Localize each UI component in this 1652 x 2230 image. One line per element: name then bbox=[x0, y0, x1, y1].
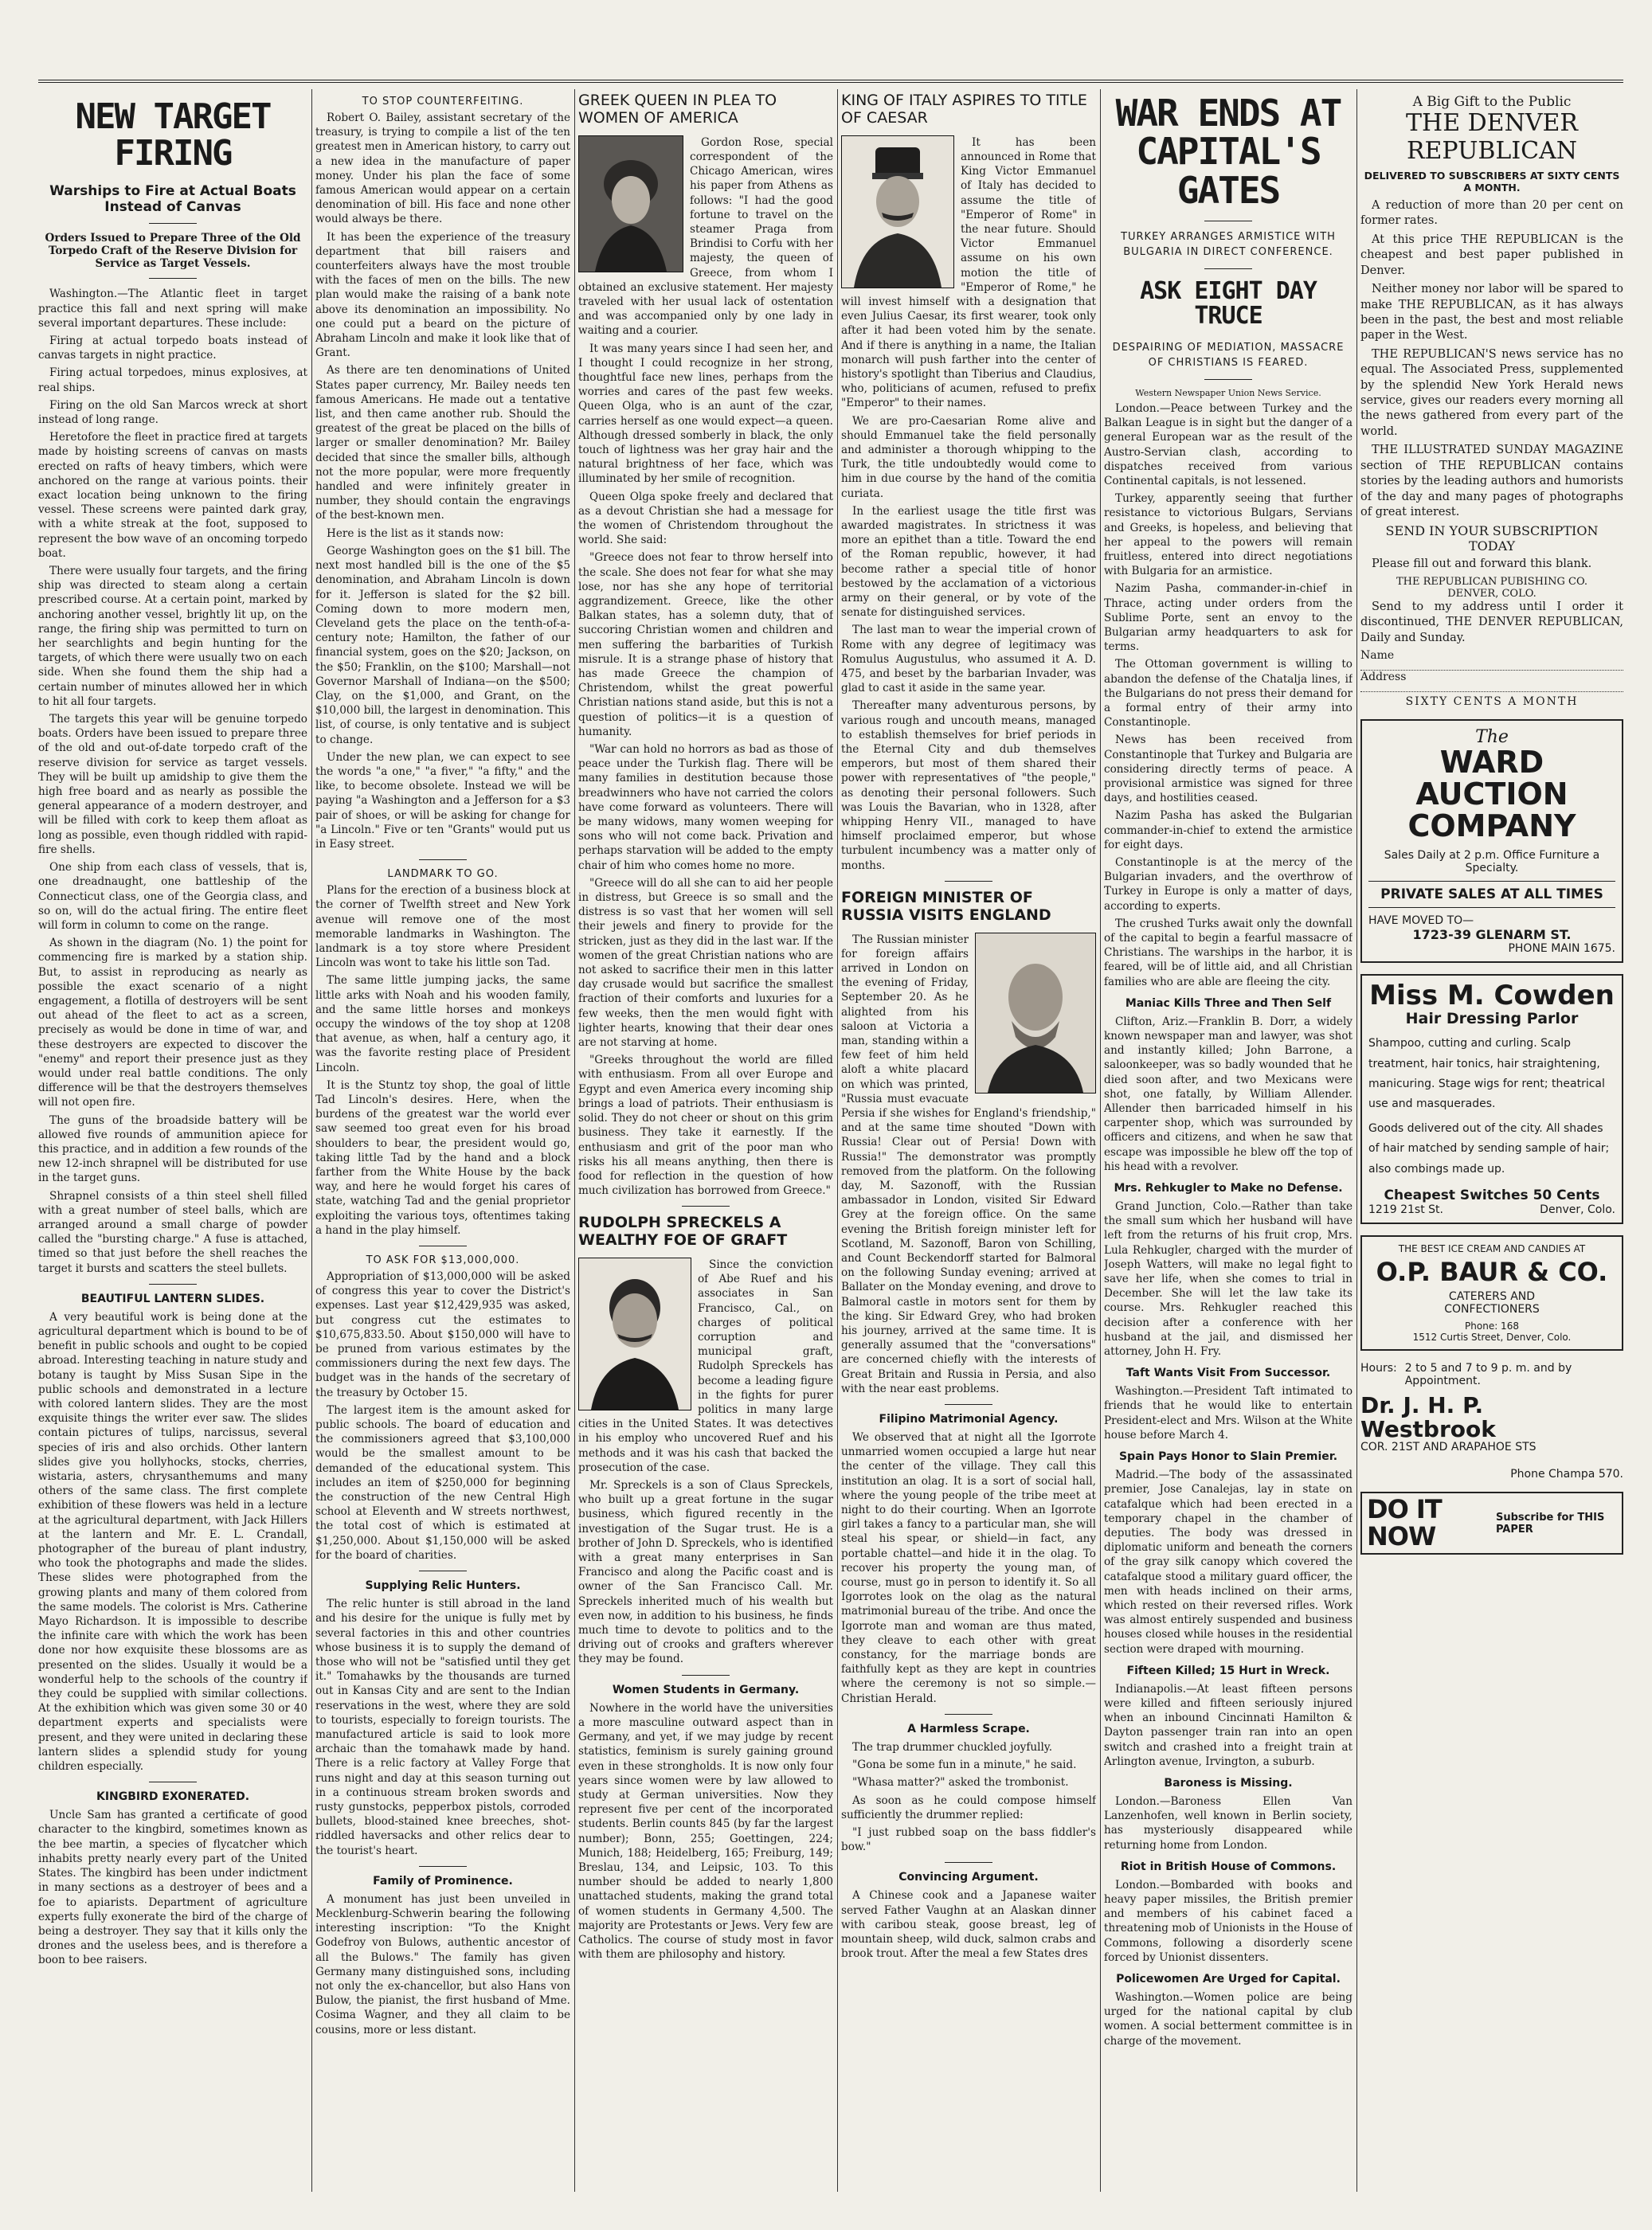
column-1 bbox=[38, 89, 307, 2200]
portrait-king-svg bbox=[842, 136, 953, 288]
ad-paper-name: THE DENVER REPUBLICAN bbox=[1406, 109, 1578, 165]
deck-despairing-mediation: DESPAIRING OF MEDIATION, MASSACRE OF CHRISTIANS IS FEARED. bbox=[1112, 341, 1345, 370]
article-paragraph: Heretofore the fleet in practice fired at targets made by hoisting screens of canvas on masts erected on rafts of heavy timbers, which were anchored on the range at various points. their exact location being unknown to the firing vessel. These screens were painted dark gray, with a white streak at the foot, supposed to represent the bow wave of an oncoming torpedo boat. bbox=[38, 431, 307, 560]
hours-text: 2 to 5 and 7 to 9 p. m. and by Appointment. bbox=[1404, 1362, 1572, 1388]
baur-caterers: CATERERS AND bbox=[1448, 1290, 1536, 1304]
headline-harmless-scrape: A Harmless Scrape. bbox=[907, 1722, 1030, 1735]
headline-maniac: Maniac Kills Three and Then Self bbox=[1125, 996, 1332, 1010]
article-paragraph: "Greece will do all she can to aid her people in distress, but Greece is so small and the distress is so vast that her women will sell their jewels and finery to provide for the stricken, just as they did in the last war. If the women of the great Christian nations who are not asked to sacrifice their men in this latter day crusade would but sacrifice the smallest fraction of their comforts and luxuries for a few weeks, then the men would fight with lighter hearts, knowing that their dear ones are not starving at home. bbox=[578, 876, 833, 1050]
article-paragraph: A very beautiful work is being done at the agricultural department which is bound to be of benefit in public schools and ought to be copied abroad. Interesting teaching in nature study and botany is taught by Miss Susan Sipe in the public schools and demonstrated in a lecture with colored lantern slides. They are the most exquisite things the writer ever saw. The slides contain pictures of tulips, narcissus, several species of iris and also orchids. Other lantern slides give you hollyhocks, stocks, cherries, wistaria, asters, chrysanthemums and many others of the same class. The first complete exhibition of these flowers was held in a lecture at the agricultural department, with Jack Hillers at the lantern and Mr. E. L. Crandall, photographer of the bureau of plant industry, who took the photographs and made the slides. These slides were photographed from the growing plants and many of them colored from the same models. The colorist is Mrs. Catherine Mayo Richardson. It is impossible to describe the infinite care with which the work has been done nor how exquisite these blossoms are as presented on the slides. Usually it would be a wonderful help to the schools of the country if they could be supplied with similar collections. At the exhibition which was given some 30 or 40 department experts and specialists were present, and they were united in declaring these lantern slides a splendid study for young children especially. bbox=[38, 1310, 307, 1774]
headline-baroness: Baroness is Missing. bbox=[1164, 1776, 1293, 1790]
ad-month-line: SIXTY CENTS A MONTH bbox=[1405, 695, 1579, 709]
ad-send-in: SEND IN YOUR SUBSCRIPTION TODAY bbox=[1385, 523, 1599, 554]
cowden-text: Shampoo, cutting and curling. Scalp treatment, hair tonics, hair straightening, manicuring. Stage wigs for rent; theatrical use and masquerades. bbox=[1368, 1037, 1605, 1111]
article-paragraph: One ship from each class of vessels, that is, one dreadnaught, one battleship of the Connecticut class, one of the Georgia class, and so on, will do the actual firing. The entire fleet will form in column to come on the range. bbox=[38, 861, 307, 932]
ward-daily: Sales Daily at 2 p.m. Office Furniture a Specialty. bbox=[1384, 848, 1600, 874]
cowden-ad bbox=[1360, 974, 1623, 1224]
baur-ad bbox=[1360, 1235, 1623, 1352]
article-paragraph: "Greece does not fear to throw herself into the scale. She does not fear for what she may lose, nor has she any hope of territorial aggrandizement. Greece, like the other Balkan states, has a solemn duty, that of succoring Christian women and children and men suffering the barbarities of Turkish misrule. It is a strange phase of history that has made Greece the champion of Christendom, whilst the great powerful Christian nations stand aside, but this is not a question of politics—it is a question of humanity. bbox=[578, 551, 833, 738]
cowden-switches: Cheapest Switches 50 Cents bbox=[1384, 1187, 1600, 1203]
divider bbox=[945, 881, 992, 882]
article-paragraph: London.—Peace between Turkey and the Balkan League is in sight but the danger of a general European war as the result of the Austro-Servian clash, according to dispatches received from various Continental capitals, is not lessened. bbox=[1104, 401, 1353, 487]
ward-address: 1723-39 GLENARM ST. bbox=[1412, 926, 1572, 942]
column-divider bbox=[1100, 89, 1101, 2192]
divider bbox=[945, 1714, 992, 1715]
article-paragraph: It is the Stuntz toy shop, the goal of little Tad Lincoln's desires. Here, when the burdens of the greatest war the world ever saw seemed too great even for his broad shoulders to bear, the president would go, taking little Tad by the hand and a block farther from the White House by the back way, and here he would forget his cares of state, watching Tad and the genial proprietor exploiting the various toys, oftentimes taking a hand in the play himself. bbox=[315, 1078, 570, 1237]
article-paragraph: The largest item is the amount asked for public schools. The board of education and the commissioners agreed that $3,100,000 would be the smallest amount to be demanded of the educational system. This includes an item of $250,000 for beginning the construction of the new Central High school at Eleventh and W streets northwest, the total cost of which is estimated at $1,250,000. About $1,150,000 will be asked for the board of charities. bbox=[315, 1403, 570, 1562]
headline-lantern-slides: BEAUTIFUL LANTERN SLIDES. bbox=[80, 1292, 265, 1305]
divider bbox=[419, 1866, 467, 1867]
article-paragraph: We are pro-Caesarian Rome alive and should Emmanuel take the field personally and administer a thorough whipping to the Turk, the title undoubtedly would come to him in due course by the hand of the comitia curiata. bbox=[841, 414, 1096, 500]
baur-address: 1512 Curtis Street, Denver, Colo. bbox=[1412, 1332, 1572, 1344]
headline-landmark: LANDMARK TO GO. bbox=[387, 868, 499, 881]
headline-war-ends: WAR ENDS AT CAPITAL'S GATES bbox=[1115, 92, 1341, 212]
article-paragraph: Under the new plan, we can expect to see the words "a one," "a fiver," "a fifty," and the like, to become obsolete. Instead we will be paying "a Washington and a Jefferson for a $3 pair of shoes, or will be asking for change for "a Lincoln." Five or ten "Grants" would put us in Easy street. bbox=[315, 750, 570, 851]
cowden-sub: Hair Dressing Parlor bbox=[1405, 1010, 1579, 1028]
portrait-queen-svg bbox=[579, 136, 683, 272]
headline-taft: Taft Wants Visit From Successor. bbox=[1125, 1367, 1331, 1380]
column-4 bbox=[841, 89, 1096, 2200]
article-paragraph: The guns of the broadside battery will be allowed five rounds of ammunition apiece for this practice, and in addition a few rounds of the new 12-inch shrapnel will be distributed for use in the target guns. bbox=[38, 1113, 307, 1185]
address-field[interactable] bbox=[1360, 671, 1623, 692]
article-paragraph: It was many years since I had seen her, and I thought I could recognize in her strong, thoughtful face new lines, perhaps from the worries and cares of the past few weeks. Queen Olga, who is an aunt of the czar, carries herself as one would expect—a queen. Although dressed somberly in black, the only touch of lightness was her gray hair and the natural brightness of her face, which was illuminated by her smile of recognition. bbox=[578, 342, 833, 486]
article-paragraph: News has been received from Constantinople that Turkey and Bulgaria are considering directly terms of peace. A provisional armistice was signed for three days, and hostilities ceased. bbox=[1104, 734, 1353, 805]
article-paragraph: Gordon Rose, special correspondent of the Chicago American, wires his paper from Athens as follows: "I had the good fortune to travel on the steamer Praga from Brindisi to Corfu with her majesty, the queen of Greece, from whom I obtained an exclusive statement. Her majesty traveled with her usual lack of ostentation and was accompanied only by one lady in waiting and a courier. bbox=[578, 135, 833, 338]
headline-riot-commons: Riot in British House of Commons. bbox=[1120, 1860, 1337, 1873]
column-5 bbox=[1104, 89, 1353, 2200]
ad-paragraph: THE REPUBLICAN'S news service has no equal. The Associated Press, supplemented by the splendid New York Herald news service, gives our readers every morning all the news gathered from every part of the world. bbox=[1360, 347, 1623, 438]
headline-spain-premier: Spain Pays Honor to Slain Premier. bbox=[1118, 1450, 1338, 1464]
divider bbox=[149, 278, 197, 279]
article-paragraph: Since the conviction of Abe Ruef and his associates in San Francisco, Cal., on charges of political corruption and municipal graft, Rudolph Spreckels has become a leading figure in the fights for purer politics in many large cities in the United States. It was detectives in his employ who uncovered Ruef and his methods and it was his cash that backed the prosecution of the case. bbox=[578, 1258, 833, 1474]
column-6-advertisements bbox=[1360, 89, 1623, 2200]
article-paragraph: A monument has just been unveiled in Mecklenburg-Schwerin bearing the following interesting inscription: "To the Knight Godefroy von Bulows, authentic ancestor of all the Bulows." The family has given Germany many distinguished sons, including not only the ex-chancellor, but also Hans von Bulow, the pianist, the first husband of Mme. Cosima Wagner, and they all claim to be cousins, more or less distant. bbox=[315, 1892, 570, 2036]
do-it-now-box bbox=[1360, 1492, 1623, 1555]
ward-moved: HAVE MOVED TO— bbox=[1368, 914, 1474, 927]
article-paragraph: Grand Junction, Colo.—Rather than take the small sum which her husband will have left from the returns of his fruit crop, Mrs. Lula Rehkugler, charged with the murder of Joseph Watters, will make no legal fight to save her life, when she comes to trial in December. She will let the law take its course. Mrs. Rehkugler reached this decision after a conference with her husband at the jail, and dismissed her attorney, John H. Fry. bbox=[1104, 1200, 1353, 1359]
column-divider bbox=[574, 89, 575, 2192]
ad-paragraph: THE ILLUSTRATED SUNDAY MAGAZINE section of THE REPUBLICAN contains stories by the leading authors and humorists of the day and many pages of photographs of great interest. bbox=[1360, 444, 1623, 519]
hours-label: Hours: bbox=[1360, 1362, 1397, 1375]
headline-counterfeiting: TO STOP COUNTERFEITING. bbox=[362, 96, 524, 108]
cowden-footer bbox=[1368, 1203, 1615, 1216]
article-paragraph: Queen Olga spoke freely and declared that as a devout Christian she had a message for the women of Christendom throughout the world. She said: bbox=[578, 490, 833, 547]
ad-city: DENVER, COLO. bbox=[1447, 587, 1537, 600]
headline-spreckels: RUDOLPH SPRECKELS A WEALTHY FOE OF GRAFT bbox=[578, 1214, 788, 1250]
ad-send-me: Send to my address until I order it discontinued, THE DENVER REPUBLICAN, Daily and Sunday. bbox=[1360, 600, 1623, 644]
article-paragraph: Nowhere in the world have the universities a more masculine outward aspect than in Germany, and yet, if we may judge by recent statistics, feminism is surely gaining ground even in these strongholds. It is now only four years since women were by law allowed to study at German universities. Now they represent five per cent of the incorporated students. Berlin counts 845 (by far the largest number); Bonn, 255; Goettingen, 224; Munich, 188; Heidelberg, 165; Freiburg, 149; Breslau, 134, and Leipsic, 103. To this number should be added to nearly 1,800 unattached students, making the grand total of women students in Germany 4,500. The majority are Protestants or Jews. Very few are Catholics. The course of study most in favor with them are philosophy and history. bbox=[578, 1701, 833, 1962]
ad-fill-out: Please fill out and forward this blank. bbox=[1372, 558, 1592, 571]
ward-private: PRIVATE SALES AT ALL TIMES bbox=[1368, 881, 1615, 908]
article-paragraph: Firing at actual torpedo boats instead of canvas targets in night practice. bbox=[38, 334, 307, 362]
article-paragraph: The relic hunter is still abroad in the land and his desire for the unique is fully met by several factories in this and other countries whose business it is to supply the demand of those who will not be "satisfied until they get it." Tomahawks by the thousands are turned out in Kansas City and are sent to the Indian reservations in the west, where they are sold to tourists, especially to foreign tourists. The manufactured article is said to look more archaic than the tomahawk made by hand. There is a relic factory at Valley Forge that runs night and day at this season turning out in a continuous stream broken swords and rusty gunstocks, pepperbox pistols, corroded bullets, blood-stained knee breeches, shot-riddled haversacks and other relics dear to the tourist's heart. bbox=[315, 1598, 570, 1857]
do-it-now-sub: Subscribe for THIS PAPER bbox=[1495, 1511, 1605, 1536]
article-paragraph: Robert O. Bailey, assistant secretary of the treasury, is trying to compile a list of the ten greatest men in American history, to carry out a new idea in the manufacture of paper money. Under his plan the face of some famous American would appear on a certain denomination of bill. His face and none other would always be there. bbox=[315, 111, 570, 226]
article-paragraph: The last man to wear the imperial crown of Rome with any degree of legitimacy was Romulus Augustulus, who assumed it A. D. 475, and beset by the barbarian Invader, was glad to cast it aside in the same year. bbox=[841, 624, 1096, 695]
do-it-now: DO IT NOW bbox=[1367, 1494, 1442, 1551]
ward-the: The bbox=[1475, 727, 1509, 748]
article-paragraph: Indianapolis.—At least fifteen persons were killed and fifteen seriously injured when an inbound Cincinnati Hamilton & Dayton passenger train ran into an open switch and crashed into a freight train at Arlington avenue, Irvington, a suburb. bbox=[1104, 1682, 1353, 1768]
column-2 bbox=[315, 89, 570, 2200]
article-paragraph: In the earliest usage the title first was awarded magistrates. In strictness it was more an epithet than a title. Toward the end of the Roman republic, however, it had become rather a special title of honor bestowed by the acclamation of a victorious army on their general, or by vote of the senate for distinguished services. bbox=[841, 504, 1096, 620]
article-paragraph: The targets this year will be genuine torpedo boats. Orders have been issued to prepare three of the old and out-of-date torpedo craft of the reserve division for service as target vessels. They will be built up amidship to give them the high free board and as nearly as possible the general appearance of a modern destroyer, and will be filled with cork to keep them afloat as long as possible, even though riddled with rapid-fire shells. bbox=[38, 713, 307, 856]
ward-name: WARD AUCTION COMPANY bbox=[1407, 745, 1576, 843]
deck-orders: Orders Issued to Prepare Three of the Old Torpedo Craft of the Reserve Division for Service as Target Vessels. bbox=[45, 232, 301, 271]
headline-relic-hunters: Supplying Relic Hunters. bbox=[365, 1579, 521, 1593]
article-paragraph: "Gona be some fun in a minute," he said. bbox=[852, 1759, 1077, 1772]
article-paragraph: Clifton, Ariz.—Franklin B. Dorr, a widely known newspaper man and lawyer, was shot and instantly killed; John Barrone, a saloonkeeper, was so badly wounded that he died soon after, and two Mexicans were shot, one fatally, by William Allender. Allender then barricaded himself in his carpenter shop, which was surrounded by officers and citizens, and when he saw that escape was impossible he blew off the top of his head with a revolver. bbox=[1104, 1015, 1353, 1173]
article-paragraph: As soon as he could compose himself sufficiently the drummer replied: bbox=[841, 1794, 1096, 1821]
divider bbox=[149, 223, 197, 224]
baur-top: THE BEST ICE CREAM AND CANDIES AT bbox=[1398, 1242, 1586, 1254]
article-paragraph: Mr. Spreckels is a son of Claus Spreckels, who built up a great fortune in the sugar business, which figured recently in the investigation of the Sugar trust. He is a brother of John D. Spreckels, who is identified with a great many enterprises in San Francisco and along the Pacific coast and is owner of the San Francisco Call. Mr. Spreckels inherited much of his wealth but even now, in addition to his business, he finds much time to devote to politics and to the driving out of crooks and grafters wherever they may be found. bbox=[578, 1479, 833, 1666]
headline-convincing-argument: Convincing Argument. bbox=[898, 1871, 1039, 1884]
article-paragraph: Nazim Pasha, commander-in-chief in Thrace, acting under orders from the Sublime Porte, sent an envoy to the Bulgarian army headquarters to ask for terms. bbox=[1104, 582, 1353, 654]
headline-russia-minister: FOREIGN MINISTER OF RUSSIA VISITS ENGLAND bbox=[841, 888, 1051, 924]
article-paragraph: It has been the experience of the treasury department that bill raisers and counterfeiters always have the most trouble with the faces of men on the bills. The new plan would make the raising of a bank note above its denomination an impossibility. No one could put a beard on the picture of Abraham Lincoln and make it look like that of Grant. bbox=[315, 230, 570, 360]
article-paragraph: Appropriation of $13,000,000 will be asked of congress this year to cover the District's expenses. Last year $12,429,935 was asked, but congress cut the estimates to $10,675,833.50. About $150,000 will have to be pruned from various estimates by the commissioners during the next few days. The budget was in the hands of the secretary of the treasury by October 15. bbox=[315, 1270, 570, 1399]
divider bbox=[419, 859, 467, 860]
headline-family-prominence: Family of Prominence. bbox=[373, 1874, 513, 1888]
article-paragraph: Uncle Sam has granted a certificate of good character to the kingbird, sometimes known as the bee martin, a species of flycatcher which inhabits pretty nearly every part of the United States. The kingbird has been under indictment in many sections as a destroyer of bees and a foe to apiarists. Department of agriculture experts fully exonerate the bird of the charge of being a destroyer. They say that it kills only the drones and the useless bees, and is therefore a boon to bee raisers. bbox=[38, 1809, 307, 1967]
column-divider bbox=[1356, 89, 1357, 2192]
article-paragraph: London.—Baroness Ellen Van Lanzenhofen, well known in Berlin society, has mysteriously disappeared while returning home from London. bbox=[1104, 1794, 1353, 1852]
article-paragraph: Thereafter many adventurous persons, by various rough and uncouth means, managed to establish themselves for brief periods in the Eternal City and dub themselves emperors, but most of them shared their power with representatives of "the people," as denoting their personal followers. Such was Louis the Bavarian, who in 1328, after whipping Henry VII., managed to have himself proclaimed emperor, but whose turbulent incumbency was a matter only of months. bbox=[841, 699, 1096, 872]
westbrook-ad bbox=[1360, 1362, 1623, 1481]
doctor-phone: Phone Champa 570. bbox=[1510, 1468, 1623, 1481]
article-paragraph: George Washington goes on the $1 bill. The next most handled bill is the one of the $5 denomination, and Abraham Lincoln is down for it. Jefferson is slated for the $2 bill. Coming down to more modern men, Cleveland gets the place on the tenth-of-a-century note; Hamilton, the father of our financial system, goes on the $20; Jackson, on the $50; Franklin, on the $100; Marshall—not Governor Marshall of Indiana—on the $500; Clay, on the $1,000, and Grant, on the $10,000 bill, the largest in denomination. This list, of course, is only tentative and is subject to change. bbox=[315, 544, 570, 746]
divider bbox=[682, 1675, 730, 1676]
portrait-spreckels-svg bbox=[579, 1258, 691, 1410]
article-paragraph: There were usually four targets, and the firing ship was directed to steam along a certain prescribed course. At a certain point, marked by anchoring another vessel, brightly lit up, on the range, the firing ship was permitted to turn on her searchlights and begin hunting for the targets, of which there were usually two on each side. When she found them the ship had a certain number of minutes allowed her in which to hit all four targets. bbox=[38, 565, 307, 708]
article-paragraph: Firing actual torpedoes, minus explosives, at real ships. bbox=[38, 366, 307, 394]
ad-paragraph: Neither money nor labor will be spared to make THE REPUBLICAN, as it has always been in the past, the best and most reliable paper in the West. bbox=[1360, 283, 1623, 342]
article-paragraph: The Russian minister for foreign affairs arrived in London on the evening of Friday, September 20. As he alighted from his saloon at Victoria a man, standing within a few feet of him held aloft a white placard on which was printed, "Russia must evacuate Persia if she wishes for England's friendship," and at the same time shouted "Down with Russia! Clear out of Persia! Down with Russia!" The demonstrator was promptly removed from the platform. On the following day, M. Sazonoff, with the Russian ambassador in London, visited Sir Edward Grey at the foreign office. On the same evening the British foreign minister left for Scotland, M. Sazonoff, Baron von Schilling, and Count Beckendorff started for Balmoral on the following Sunday evening; arrived at Ballater on the Monday evening, and drove to Balmoral castle in motors sent for them by the king. Sir Edward Grey, who had broken his journey, arrived at the same time. It is generally assumed that the "conversations" are concerned chiefly with the interests of Great Britain and Russia in Persia, and also with the near east problems. bbox=[841, 933, 1096, 1395]
divider bbox=[1204, 268, 1252, 269]
article-paragraph: A Chinese cook and a Japanese waiter served Father Vaughn at an Alaskan dinner with caribou steak, goose breast, leg of mountain sheep, wild duck, salmon crabs and brook trout. After the meal a few States dres bbox=[841, 1889, 1096, 1961]
article-paragraph: We observed that at night all the Igorrote unmarried women occupied a large hut near the center of the village. They call this institution an olag. It is a sort of social hall, where the young people of the tribe meet at night to do their courting. When an Igorrote girl takes a fancy to a particular man, she will steal his spear, or shield—in fact, any portable chattel—and hide it in the olag. To recover his property the young man, of course, must go in person to identify it. So all Igorrotes look on the olag as the natural matrimonial bureau of the tribe. And once the Igorrote man and woman are thus mated, they cleave to each other with great constancy, for the marriage bonds are faithfully kept as they are kept in countries where the ceremony is not so simple.—Christian Herald. bbox=[841, 1431, 1096, 1705]
article-paragraph: Washington.—The Atlantic fleet in target practice this fall and next spring will make several important departures. These include: bbox=[38, 288, 307, 330]
top-rule bbox=[38, 80, 1623, 83]
cowden-text: Goods delivered out of the city. All shades of hair matched by sending sample of hair; also combings made up. bbox=[1368, 1122, 1610, 1176]
article-paragraph: "Whasa matter?" asked the trombonist. bbox=[852, 1776, 1069, 1790]
headline-ask-13-million: TO ASK FOR $13,000,000. bbox=[366, 1254, 520, 1267]
article-paragraph: Washington.—President Taft intimated to friends that he would like to entertain President-elect and Mrs. Wilson at the White house before March 4. bbox=[1104, 1385, 1353, 1442]
article-paragraph: "I just rubbed soap on the bass fiddler's bow." bbox=[841, 1825, 1096, 1854]
article-paragraph: London.—Bombarded with books and heavy paper missiles, the British premier and members of his cabinet faced a threatening mob of Unionists in the House of Commons, following a disorderly scene forced by Unionist dissenters. bbox=[1104, 1878, 1353, 1964]
name-label: Name bbox=[1360, 649, 1395, 663]
baur-phone: Phone: 168 bbox=[1465, 1320, 1519, 1332]
doctor-address: COR. 21ST AND ARAPAHOE STS bbox=[1360, 1441, 1537, 1454]
article-paragraph: As shown in the diagram (No. 1) the point for commencing fire is marked by a station ship. But, to assist in reproducing as nearly as possible the exact scenario of a night engagement, a flotilla of destroyers will be sent out ahead of the fleet to act as a screen, precisely as would be done in time of war, and these destroyers are expected to discover the "enemy" and report their presence just as they would under real battle conditions. The only difference will be that the destroyers themselves will not open fire. bbox=[38, 937, 307, 1109]
name-field[interactable] bbox=[1360, 649, 1623, 671]
article-paragraph: Here is the list as it stands now: bbox=[327, 526, 504, 540]
headline-women-students: Women Students in Germany. bbox=[612, 1683, 800, 1696]
headline-target-firing: NEW TARGET FIRING bbox=[75, 96, 271, 174]
headline-king-italy: KING OF ITALY ASPIRES TO TITLE OF CAESAR bbox=[841, 92, 1087, 127]
headline-wreck: Fifteen Killed; 15 Hurt in Wreck. bbox=[1126, 1664, 1330, 1677]
denver-republican-ad bbox=[1360, 94, 1623, 708]
portrait-victor-emmanuel bbox=[841, 135, 954, 288]
ad-paragraph: A reduction of more than 20 per cent on former rates. bbox=[1360, 199, 1623, 228]
article-paragraph: The same little jumping jacks, the same little arks with Noah and his wooden family, and the same little horses and monkeys occupy the windows of the toy shop at 1208 that avenue, as when, half a century ago, it was the favorite resting place of President Lincoln. bbox=[315, 974, 570, 1074]
ad-gift-line: A Big Gift to the Public bbox=[1412, 94, 1572, 110]
column-divider bbox=[837, 89, 838, 2192]
column-divider bbox=[311, 89, 312, 2192]
headline-filipino-agency: Filipino Matrimonial Agency. bbox=[879, 1413, 1059, 1426]
headline-eight-day-truce: ASK EIGHT DAY TRUCE bbox=[1140, 276, 1317, 331]
article-paragraph: "Greeks throughout the world are filled with enthusiasm. From all over Europe and Egypt and even America every incoming ship brings a load of patriots. Their enthusiasm is solid. They do not cheer or shout on this grim business. They take it earnestly. If the enthusiasm and grit of the poor man who risks his all means anything, then there is food for reflection in the question of how much civilization has borrowed from Greece." bbox=[578, 1054, 833, 1198]
article-paragraph: As there are ten denominations of United States paper currency, Mr. Bailey needs ten famous Americans. He made out a tentative list, and then came another rub. Should the greatest of the great be placed on the bills of larger or smaller denomination? Mr. Bailey decided that since the smaller bills, although not the more popular, were more frequently handled and were infinitely greater in number, they should contain the engravings of the best-known men. bbox=[315, 364, 570, 522]
headline-rehkugler: Mrs. Rehkugler to Make no Defense. bbox=[1114, 1182, 1343, 1195]
article-paragraph: Constantinople is at the mercy of the Bulgarian invaders, and the overthrow of Turkey in Europe is only a matter of days, according to experts. bbox=[1104, 855, 1353, 913]
divider bbox=[682, 1206, 730, 1207]
divider bbox=[945, 1862, 992, 1863]
baur-name: O.P. BAUR & CO. bbox=[1376, 1256, 1608, 1287]
headline-greek-queen: GREEK QUEEN IN PLEA TO WOMEN OF AMERICA bbox=[578, 92, 777, 127]
article-paragraph: "War can hold no horrors as bad as those of peace under the Turkish flag. There will be many families in destitution because those breadwinners who have not carried the colors have come forward as volunteers. There will be many widows, many women weeping for sons who will not come back. Privation and perhaps starvation will be added to the empty chair of him who comes home no more. bbox=[578, 743, 833, 872]
doctor-name: Dr. J. H. P. Westbrook bbox=[1360, 1392, 1496, 1442]
ad-delivered: DELIVERED TO SUBSCRIBERS AT SIXTY CENTS A MONTH. bbox=[1364, 170, 1620, 194]
article-paragraph: Nazim Pasha has asked the Bulgarian commander-in-chief to extend the armistice for eight days. bbox=[1104, 809, 1353, 851]
article-paragraph: Turkey, apparently seeing that further resistance to victorious Bulgars, Servians and Greeks, is hopeless, and believing that her appeal to the powers will remain fruitless, entered into direct negotiations with Bulgaria for an armistice. bbox=[1104, 492, 1353, 578]
cowden-name: Miss M. Cowden bbox=[1369, 979, 1615, 1011]
ward-auction-ad bbox=[1360, 719, 1623, 963]
portrait-sazonoff-svg bbox=[976, 933, 1095, 1093]
article-paragraph: Washington.—Women police are being urged for the national capital by club women. A social betterment committee is in charge of the movement. bbox=[1104, 1990, 1353, 2048]
article-paragraph: Plans for the erection of a business block at the corner of Twelfth street and New York avenue will remove one of the most memorable landmarks in Washington. The landmark is a toy store where President Lincoln was wont to take his little son Tad. bbox=[315, 884, 570, 970]
article-paragraph: Shrapnel consists of a thin steel shell filled with a great number of steel balls, which are arranged around a small charge of powder called the "bursting charge." A fuse is attached, timed so that just before the shell reaches the target it bursts and scatters the steel bullets. bbox=[38, 1189, 307, 1275]
portrait-queen-olga bbox=[578, 135, 683, 272]
ad-paragraph: At this price THE REPUBLICAN is the cheapest and best paper published in Denver. bbox=[1360, 233, 1623, 277]
address-label: Address bbox=[1360, 671, 1407, 684]
article-paragraph: Firing on the old San Marcos wreck at short instead of long range. bbox=[38, 398, 307, 426]
cowden-city: Denver, Colo. bbox=[1540, 1203, 1615, 1216]
ad-publisher: THE REPUBLICAN PUBISHING CO. bbox=[1396, 575, 1587, 588]
divider bbox=[945, 1404, 992, 1405]
article-paragraph: The trap drummer chuckled joyfully. bbox=[852, 1740, 1053, 1754]
portrait-rudolph-spreckels bbox=[578, 1258, 691, 1410]
divider bbox=[149, 1284, 197, 1285]
westbrook-hours bbox=[1360, 1362, 1623, 1387]
divider bbox=[1204, 379, 1252, 380]
article-paragraph: The crushed Turks await only the downfall of the capital to begin a fearful massacre of Christians. The warships in the harbor, it is feared, will be of little aid, and all Christian families who are able are fleeing the city. bbox=[1104, 917, 1353, 988]
headline-policewomen: Policewomen Are Urged for Capital. bbox=[1116, 1972, 1341, 1985]
deck-turkey-armistice: TURKEY ARRANGES ARMISTICE WITH BULGARIA IN DIRECT CONFERENCE. bbox=[1121, 230, 1336, 259]
wire-service-line: Western Newspaper Union News Service. bbox=[1135, 387, 1321, 398]
headline-kingbird: KINGBIRD EXONERATED. bbox=[96, 1790, 250, 1804]
article-paragraph: The Ottoman government is willing to abandon the defense of the Chatalja lines, if the Bulgarians do not press their demand for a formal entry of their army into Constantinople. bbox=[1104, 658, 1353, 730]
portrait-sazonoff bbox=[975, 933, 1096, 1093]
subhead-warships: Warships to Fire at Actual Boats Instead of Canvas bbox=[49, 183, 296, 216]
baur-confectioners: CONFECTIONERS bbox=[1444, 1303, 1540, 1316]
article-paragraph: It has been announced in Rome that King Victor Emmanuel of Italy has decided to assume the title of "Emperor of Rome" in the near future. Should Victor Emmanuel assume on his own motion the title of "Emperor of Rome," he will invest himself with a designation that even Julius Caesar, its first wearer, took only after it had been voted him by the senate. And if there is anything in a name, the Italian monarch will push farther into the center of history's spotlight than Tiberius and Claudius, who, politicians of acumen, refused to prefix "Emperor" to their names. bbox=[841, 135, 1096, 410]
newspaper-page bbox=[38, 80, 1623, 2214]
cowden-address: 1219 21st St. bbox=[1368, 1203, 1443, 1216]
ward-phone: PHONE MAIN 1675. bbox=[1508, 941, 1615, 955]
column-3 bbox=[578, 89, 833, 2200]
article-paragraph: Madrid.—The body of the assassinated premier, Jose Canalejas, lay in state on catafalque which had been erected in a temporary chapel in the chamber of deputies. The body was dressed in diplomatic uniform and beneath the corners of the gray silk canopy which covered the catafalque stood a military guard officer, the men with heads inclined on their arms, which rested on their reversed rifles. Work was almost entirely suspended and business houses closed while houses in the residential section were draped with mourning. bbox=[1104, 1469, 1353, 1656]
